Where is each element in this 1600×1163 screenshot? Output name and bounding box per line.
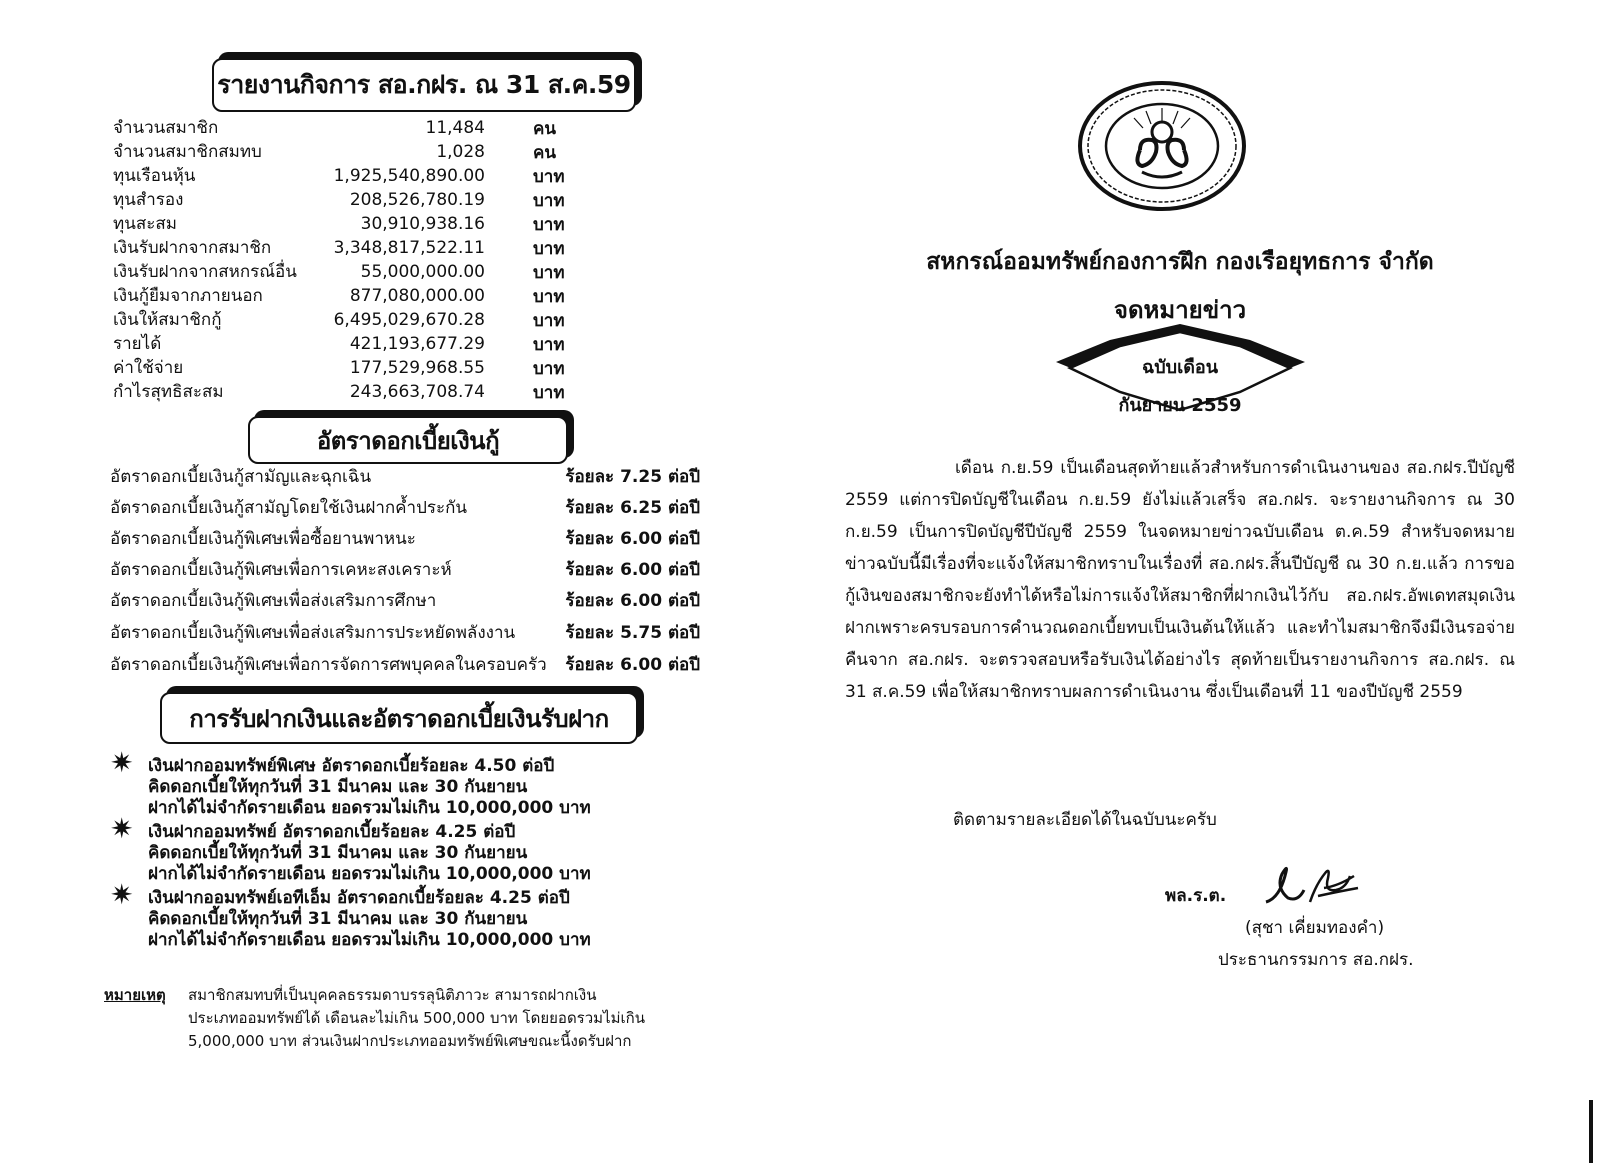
page-edge-mark — [1589, 1100, 1593, 1163]
deposit-line: เงินฝากออมทรัพย์เอทีเอ็ม อัตราดอกเบี้ยร้อยละ 4.25 ต่อปี — [148, 888, 570, 908]
rate-label: อัตราดอกเบี้ยเงินกู้พิเศษเพื่อการจัดการศพบุคคลในครอบครัว — [110, 655, 547, 675]
report-value: 6,495,029,670.28 — [333, 310, 485, 330]
deposit-line: ฝากได้ไม่จำกัดรายเดือน ยอดรวมไม่เกิน 10,000,000 บาท — [148, 930, 591, 950]
rate-row — [110, 524, 700, 555]
report-value: 877,080,000.00 — [349, 286, 485, 306]
note-label: หมายเหตุ — [104, 986, 166, 1004]
rate-row — [110, 618, 700, 649]
star-bullet-icon: ✷ — [110, 812, 134, 845]
report-unit: บาท — [533, 287, 565, 307]
report-value: 30,910,938.16 — [360, 214, 485, 234]
report-unit: บาท — [533, 263, 565, 283]
report-row — [113, 332, 573, 356]
report-value: 421,193,677.29 — [349, 334, 485, 354]
loan-rates-title: อัตราดอกเบี้ยเงินกู้ — [316, 426, 500, 455]
report-unit: บาท — [533, 359, 565, 379]
report-row — [113, 140, 573, 164]
note-line: สมาชิกสมทบที่เป็นบุคคลธรรมดาบรรลุนิติภาวะ สามารถฝากเงิน — [188, 986, 597, 1004]
report-unit: คน — [533, 119, 556, 139]
rate-row — [110, 493, 700, 524]
report-label: เงินกู้ยืมจากภายนอก — [113, 286, 263, 306]
report-label: ทุนสะสม — [113, 214, 177, 234]
report-unit: บาท — [533, 311, 565, 331]
report-title-banner — [212, 58, 636, 112]
newsletter-title: จดหมายข่าว — [1113, 296, 1247, 324]
star-bullet-icon: ✷ — [110, 746, 134, 779]
report-label: เงินให้สมาชิกกู้ — [113, 310, 222, 330]
report-title: รายงานกิจการ สอ.กฝร. ณ 31 ส.ค.59 — [217, 70, 631, 99]
rate-label: อัตราดอกเบี้ยเงินกู้พิเศษเพื่อส่งเสริมการศึกษา — [110, 591, 437, 611]
report-unit: บาท — [533, 383, 565, 403]
report-label: เงินรับฝากจากสมาชิก — [113, 238, 272, 258]
rate-label: อัตราดอกเบี้ยเงินกู้พิเศษเพื่อส่งเสริมการประหยัดพลังงาน — [110, 623, 516, 643]
report-value: 243,663,708.74 — [349, 382, 485, 402]
report-label: ทุนเรือนหุ้น — [113, 166, 196, 186]
deposits-title: การรับฝากเงินและอัตราดอกเบี้ยเงินรับฝาก — [189, 704, 609, 733]
rate-value: ร้อยละ 5.75 ต่อปี — [565, 623, 700, 643]
report-value: 177,529,968.55 — [349, 358, 485, 378]
rate-label: อัตราดอกเบี้ยเงินกู้พิเศษเพื่อซื้อยานพาหนะ — [110, 529, 416, 549]
rate-row — [110, 555, 700, 586]
rate-label: อัตราดอกเบี้ยเงินกู้สามัญโดยใช้เงินฝากค้ำประกัน — [110, 498, 468, 518]
report-label: จำนวนสมาชิกสมทบ — [113, 142, 262, 162]
report-unit: บาท — [533, 191, 565, 211]
report-value: 11,484 — [425, 118, 485, 138]
signatory-name: (สุชา เคี่ยมทองคำ) — [1245, 918, 1385, 938]
rate-label: อัตราดอกเบี้ยเงินกู้พิเศษเพื่อการเคหะสงเคราะห์ — [110, 560, 452, 580]
report-unit: บาท — [533, 335, 565, 355]
signatory-rank: พล.ร.ต. — [1165, 886, 1227, 906]
rate-value: ร้อยละ 6.00 ต่อปี — [565, 560, 700, 580]
report-label: กำไรสุทธิสะสม — [113, 382, 224, 402]
rate-value: ร้อยละ 6.25 ต่อปี — [565, 498, 700, 518]
report-unit: บาท — [533, 239, 565, 259]
issue-date: กันยายน 2559 — [1118, 395, 1242, 416]
rate-row — [110, 462, 700, 493]
report-label: รายได้ — [113, 334, 162, 354]
deposits-banner — [160, 692, 638, 744]
report-value: 1,028 — [436, 142, 485, 162]
organization-name: สหกรณ์ออมทรัพย์กองการฝึก กองเรือยุทธการ จำกัด — [926, 249, 1434, 275]
report-row — [113, 236, 573, 260]
rate-row — [110, 586, 700, 617]
report-label: ค่าใช้จ่าย — [113, 358, 184, 378]
deposit-line: คิดดอกเบี้ยให้ทุกวันที่ 31 มีนาคม และ 30 กันยายน — [148, 843, 528, 863]
deposit-line: เงินฝากออมทรัพย์ อัตราดอกเบี้ยร้อยละ 4.25 ต่อปี — [148, 822, 516, 842]
note-line: ประเภทออมทรัพย์ได้ เดือนละไม่เกิน 500,000 บาท โดยยอดรวมไม่เกิน — [188, 1009, 645, 1027]
signatory-position: ประธานกรรมการ สอ.กฝร. — [1218, 950, 1414, 970]
deposit-item — [110, 812, 690, 884]
report-row — [113, 356, 573, 380]
deposit-item — [110, 878, 690, 950]
report-unit: บาท — [533, 215, 565, 235]
report-row — [113, 188, 573, 212]
deposit-line: คิดดอกเบี้ยให้ทุกวันที่ 31 มีนาคม และ 30 กันยายน — [148, 777, 528, 797]
report-value: 1,925,540,890.00 — [333, 166, 485, 186]
report-unit: บาท — [533, 167, 565, 187]
deposit-line: ฝากได้ไม่จำกัดรายเดือน ยอดรวมไม่เกิน 10,000,000 บาท — [148, 798, 591, 818]
report-label: ทุนสำรอง — [113, 190, 184, 210]
report-row — [113, 212, 573, 236]
report-unit: คน — [533, 143, 556, 163]
rate-value: ร้อยละ 6.00 ต่อปี — [565, 655, 700, 675]
report-row — [113, 284, 573, 308]
rate-row — [110, 650, 700, 681]
report-row — [113, 380, 573, 404]
handwritten-signature — [1262, 858, 1366, 912]
report-label: เงินรับฝากจากสหกรณ์อื่น — [113, 262, 297, 282]
report-value: 208,526,780.19 — [349, 190, 485, 210]
rate-value: ร้อยละ 6.00 ต่อปี — [565, 591, 700, 611]
deposit-line: ฝากได้ไม่จำกัดรายเดือน ยอดรวมไม่เกิน 10,000,000 บาท — [148, 864, 591, 884]
body-paragraph: เดือน ก.ย.59 เป็นเดือนสุดท้ายแล้วสำหรับการดำเนินงานของ สอ.กฝร.ปีบัญชี 2559 แต่การปิดบัญชีในเดือน ก.ย.59 ยังไม่แล้วเสร็จ สอ.กฝร. จะรายงานกิจการ ณ 30 ก.ย.59 เป็นการปิดบัญชีปีบัญชี 2559 ในจดหมายข่าวฉบับเดือน ต.ค.59 สำหรับจดหมายข่าวฉบับนี้มีเรื่องที่จะแจ้งให้สมาชิกทราบในเรื่องที่ สอ.กฝร.สิ้นปีบัญชี ณ 30 ก.ย.แล้ว การขอกู้เงินของสมาชิกจะยังทำได้หรือไม่การแจ้งให้สมาชิกที่ฝากเงินไว้กับ สอ.กฝร.อัพเดทสมุดเงินฝากเพราะครบรอบการคำนวณดอกเบี้ยทบเป็นเงินต้นให้แล้ว และทำไมสมาชิกจึงมีเงินรอจ่ายคืนจาก สอ.กฝร. จะตรวจสอบหรือรับเงินได้อย่างไร สุดท้ายเป็นรายงานกิจการ สอ.กฝร. ณ 31 ส.ค.59 เพื่อให้สมาชิกทราบผลการดำเนินงาน ซึ่งเป็นเดือนที่ 11 ของปีบัญชี 2559 — [845, 458, 1515, 702]
report-row — [113, 260, 573, 284]
rate-value: ร้อยละ 6.00 ต่อปี — [565, 529, 700, 549]
deposit-item — [110, 746, 690, 818]
report-value: 3,348,817,522.11 — [333, 238, 485, 258]
report-label: จำนวนสมาชิก — [113, 118, 219, 138]
loan-rates-banner — [248, 416, 568, 464]
deposit-line: คิดดอกเบี้ยให้ทุกวันที่ 31 มีนาคม และ 30 กันยายน — [148, 909, 528, 929]
star-bullet-icon: ✷ — [110, 878, 134, 911]
report-row — [113, 308, 573, 332]
body-paragraph-block — [845, 452, 1515, 708]
report-row — [113, 164, 573, 188]
report-value: 55,000,000.00 — [360, 262, 485, 282]
rate-value: ร้อยละ 7.25 ต่อปี — [565, 467, 700, 487]
follow-text: ติดตามรายละเอียดได้ในฉบับนะครับ — [953, 810, 1217, 830]
issue-month-label: ฉบับเดือน — [1141, 357, 1219, 378]
rate-label: อัตราดอกเบี้ยเงินกู้สามัญและฉุกเฉิน — [110, 467, 372, 487]
report-row — [113, 116, 573, 140]
cooperative-seal-icon — [1076, 80, 1248, 212]
deposit-line: เงินฝากออมทรัพย์พิเศษ อัตราดอกเบี้ยร้อยละ 4.50 ต่อปี — [148, 756, 555, 776]
note-line: 5,000,000 บาท ส่วนเงินฝากประเภทออมทรัพย์พิเศษขณะนี้งดรับฝาก — [188, 1032, 632, 1050]
